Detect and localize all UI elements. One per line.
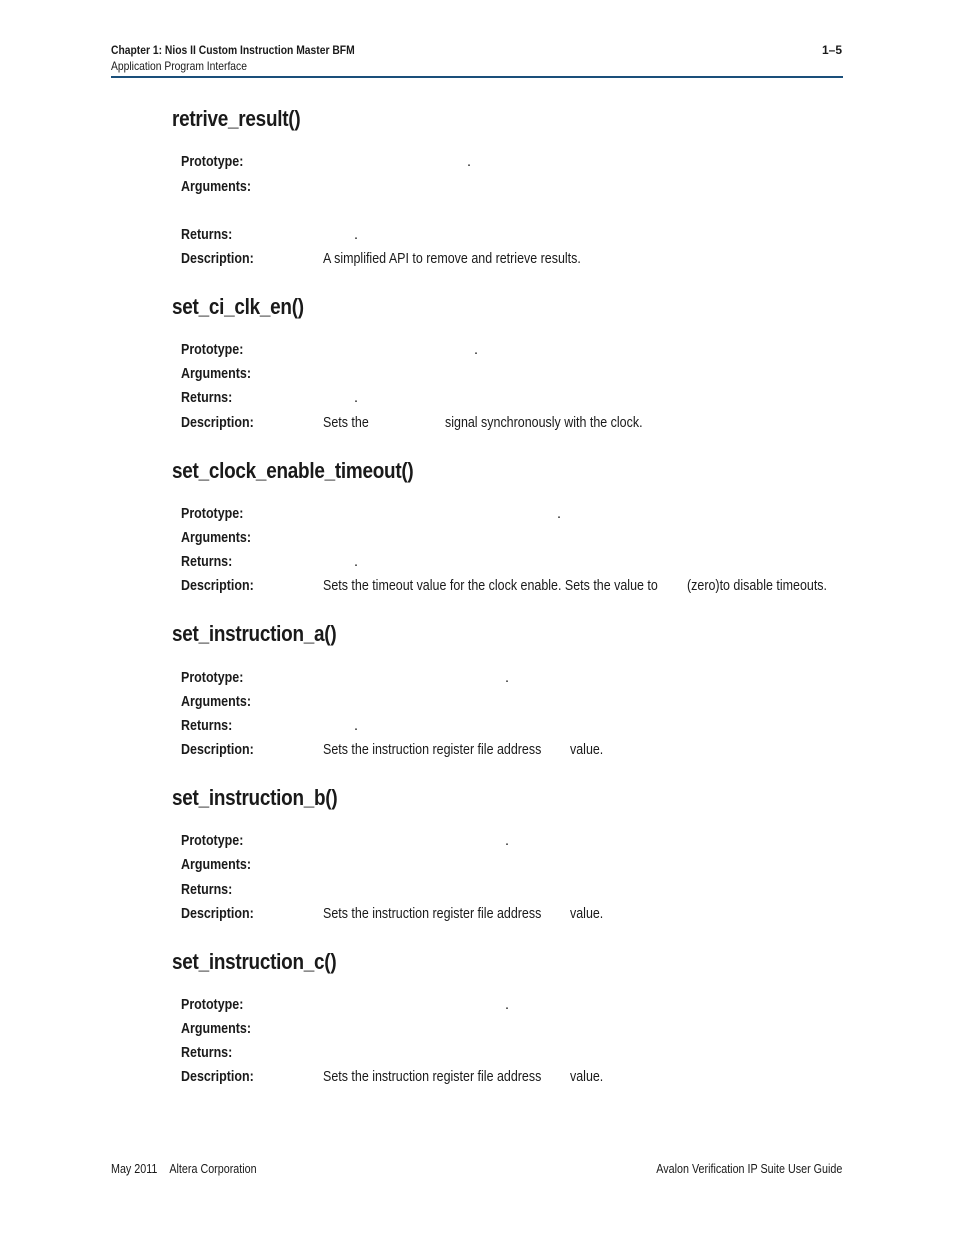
returns-label: Returns:: [181, 1045, 233, 1061]
arguments-label: Arguments:: [181, 857, 251, 873]
prototype-value: .: [505, 833, 510, 849]
footer-left: [111, 1162, 280, 1176]
description-text-part2: value.: [570, 906, 604, 922]
footer-company: Altera Corporation: [169, 1162, 257, 1176]
prototype-value: .: [474, 342, 479, 358]
prototype-label: Prototype:: [181, 506, 244, 522]
description-text-part1: Sets the timeout value for the clock enable. Sets the value to: [323, 578, 658, 594]
section-title: set_instruction_a(): [172, 621, 337, 646]
returns-label: Returns:: [181, 718, 233, 734]
prototype-label: Prototype:: [181, 154, 244, 170]
description-label: Description:: [181, 1069, 254, 1085]
returns-label: Returns:: [181, 882, 233, 898]
description-text-part1: Sets the instruction register file address: [323, 742, 542, 758]
description-label: Description:: [181, 742, 254, 758]
footer-guide-title: Avalon Verification IP Suite User Guide: [655, 1162, 842, 1176]
returns-label: Returns:: [181, 390, 233, 406]
section-title: set_instruction_c(): [172, 949, 337, 974]
arguments-label: Arguments:: [181, 366, 251, 382]
arguments-label: Arguments:: [181, 530, 251, 546]
returns-label: Returns:: [181, 554, 233, 570]
prototype-label: Prototype:: [181, 997, 244, 1013]
arguments-label: Arguments:: [181, 179, 251, 195]
description-label: Description:: [181, 415, 254, 431]
prototype-label: Prototype:: [181, 342, 244, 358]
prototype-label: Prototype:: [181, 670, 244, 686]
section-title: set_instruction_b(): [172, 785, 338, 810]
prototype-label: Prototype:: [181, 833, 244, 849]
footer-date: May 2011: [111, 1162, 158, 1176]
prototype-value: .: [505, 670, 510, 686]
description-label: Description:: [181, 906, 254, 922]
arguments-label: Arguments:: [181, 1021, 251, 1037]
description-text-part2: value.: [570, 1069, 604, 1085]
description-text-part1: Sets the instruction register file address: [323, 1069, 542, 1085]
description-text: A simplified API to remove and retrieve results.: [323, 251, 581, 267]
description-text-part2: signal synchronously with the clock.: [445, 415, 643, 431]
prototype-value: .: [557, 506, 562, 522]
running-header-chapter: Chapter 1: Nios II Custom Instruction Master BFM: [111, 43, 355, 57]
returns-value: .: [354, 554, 359, 570]
description-text-part1: Sets the instruction register file address: [323, 906, 542, 922]
returns-value: .: [354, 718, 359, 734]
section-title: retrive_result(): [172, 106, 301, 131]
section-title: set_clock_enable_timeout(): [172, 458, 414, 483]
prototype-value: .: [505, 997, 510, 1013]
returns-value: .: [354, 390, 359, 406]
page-number: 1–5: [821, 43, 842, 57]
header-rule: [111, 76, 843, 78]
description-text-part1: Sets the: [323, 415, 369, 431]
returns-value: .: [354, 227, 359, 243]
description-text-part2: value.: [570, 742, 604, 758]
description-label: Description:: [181, 578, 254, 594]
prototype-value: .: [467, 154, 472, 170]
running-header-section: Application Program Interface: [111, 59, 247, 73]
returns-label: Returns:: [181, 227, 233, 243]
arguments-label: Arguments:: [181, 694, 251, 710]
description-text-part2: (zero)to disable timeouts.: [687, 578, 828, 594]
description-label: Description:: [181, 251, 254, 267]
section-title: set_ci_clk_en(): [172, 294, 304, 319]
